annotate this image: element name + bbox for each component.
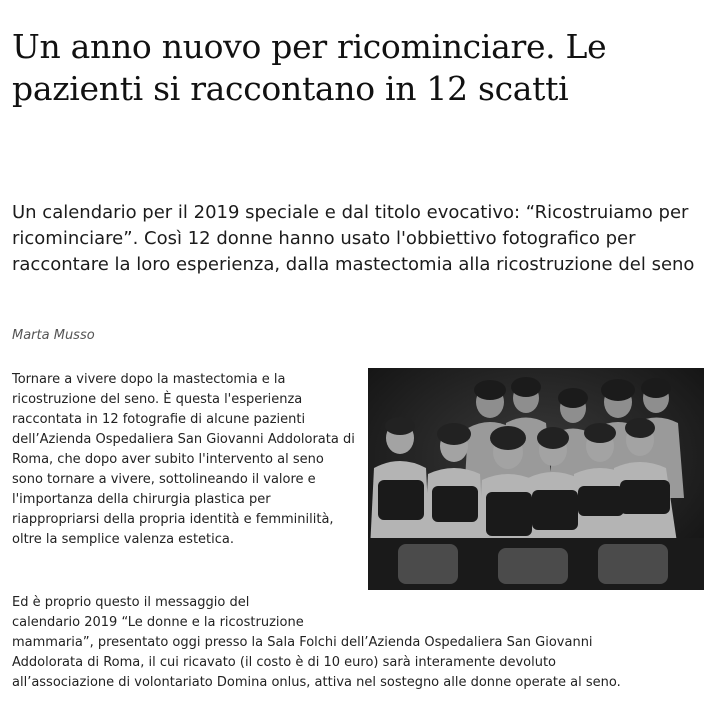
paragraph-2-line: all’associazione di volontariato Domina onlus, attiva nel sostegno alle donne operate al seno. [12,675,621,690]
article-subtitle: Un calendario per il 2019 speciale e dal titolo evocativo: “Ricostruiamo per ricominciare”. Così 12 donne hanno usato l'obbiettivo fotografico per raccontare la loro esperienza, dalla mastectomia alla ricostruzione del seno [12,202,695,275]
paragraph-2-line: calendario 2019 “Le donne e la ricostruzione [12,615,304,630]
article-paragraph-1: Tornare a vivere dopo la mastectomia e la ricostruzione del seno. È questa l'esperienza raccontata in 12 fotografie di alcune pazienti dell’Azienda Ospedaliera San Giovanni Addolorata di Roma, che dopo aver subito l'intervento al seno sono tornare a vivere, sottolineando il valore e l'importanza della chirurgia plastica per riappropriarsi della propria identità e femminilità, oltre la semplice valenza estetica. [12,372,355,547]
paragraph-2-line: Ed è proprio questo il messaggio del [12,595,250,610]
paragraph-2-line: Addolorata di Roma, il cui ricavato (il costo è di 10 euro) sarà interamente devoluto [12,655,556,670]
author-name[interactable]: Marta Musso [12,328,95,343]
article-paragraph-2 [12,593,712,693]
paragraph-2-line: mammaria”, presentato oggi presso la Sala Folchi dell’Azienda Ospedaliera San Giovanni [12,635,593,650]
group-photo-illustration [368,368,704,590]
article-photo [368,368,704,590]
article-title: Un anno nuovo per ricominciare. Le pazienti si raccontano in 12 scatti [12,27,607,108]
